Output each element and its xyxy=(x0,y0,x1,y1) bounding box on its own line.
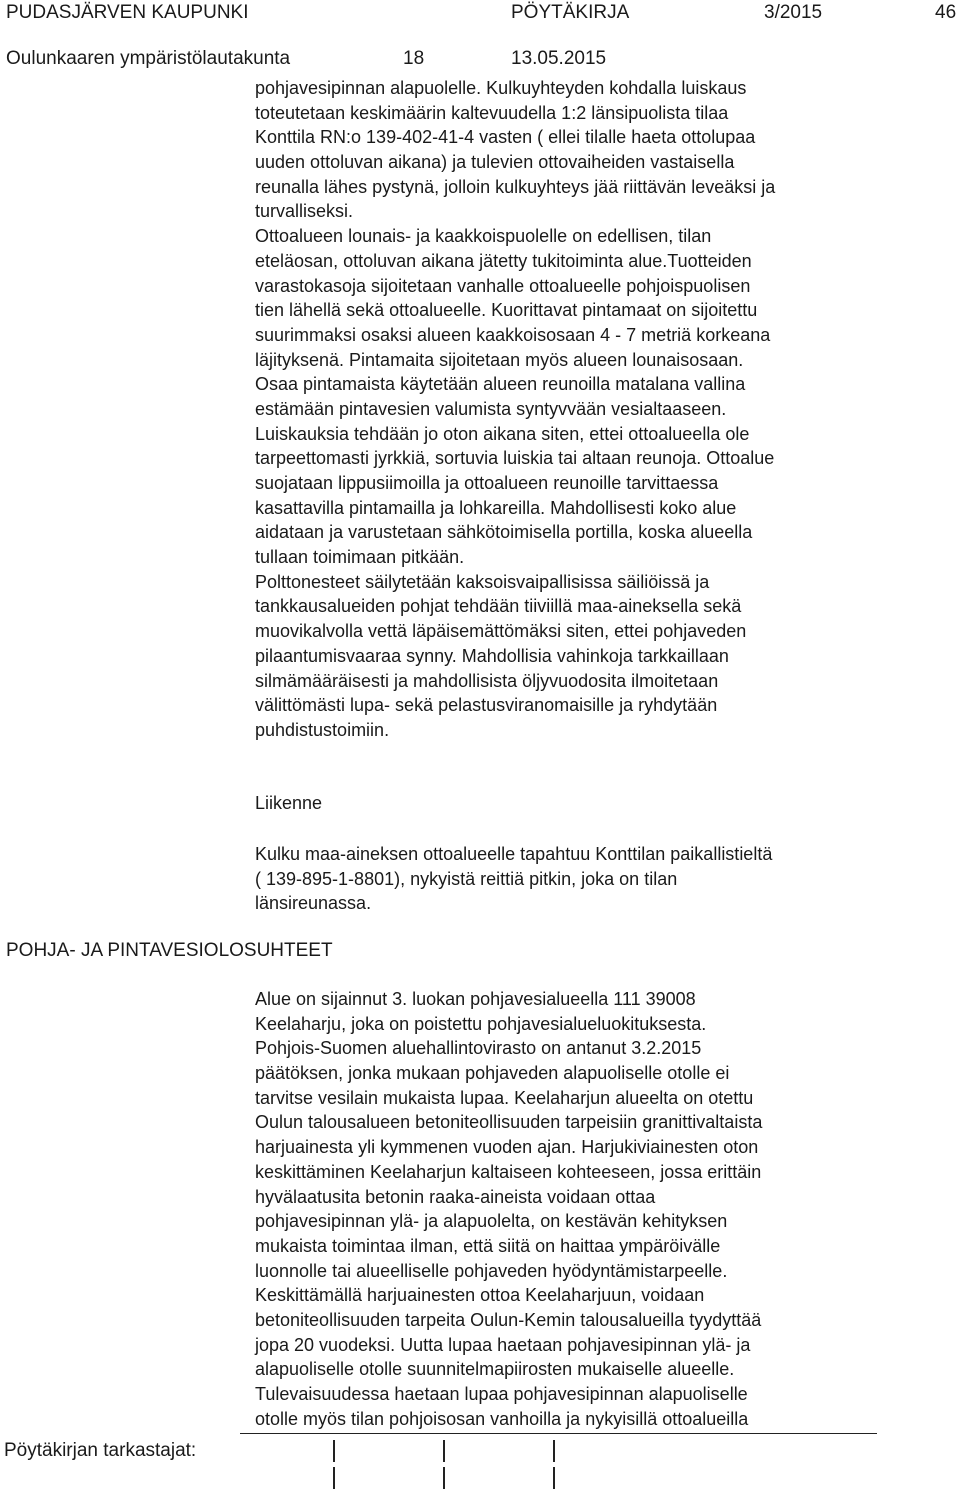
text-line: Pohjois-Suomen aluehallintovirasto on antanut 3.2.2015 xyxy=(255,1038,702,1059)
text-line: läjityksenä. Pintamaita sijoitetaan myös alueen lounaisosaan. xyxy=(255,349,744,370)
vesiolosuhteet-paragraph xyxy=(255,987,945,1431)
section-side-heading: POHJA- JA PINTAVESIOLOSUHTEET xyxy=(6,940,333,961)
text-line: tankkausalueiden pohjat tehdään tiiviillä maa-aineksella sekä xyxy=(255,596,742,617)
text-line: aidataan ja varustetaan sähkötoimisella portilla, koska alueella xyxy=(255,522,753,543)
text-line: Keelaharju, joka on poistettu pohjavesialueluokituksesta. xyxy=(255,1013,707,1034)
liikenne-heading xyxy=(255,791,945,816)
text-line: varastokasoja sijoitetaan vanhalle ottoalueelle pohjoispuolisen xyxy=(255,275,751,296)
doc-number: 3/2015 xyxy=(764,2,823,23)
text-line: Luiskauksia tehdään jo oton aikana siten, ettei ottoalueella ole xyxy=(255,423,750,444)
text-line: Tulevaisuudessa haetaan lupaa pohjavesipinnan alapuoliselle xyxy=(255,1384,748,1404)
text-line: pohjavesipinnan ylä- ja alapuolelta, on kestävän kehityksen xyxy=(255,1211,728,1232)
footer-divider xyxy=(240,1433,877,1434)
text-line: toteutetaan keskimäärin kaltevuudella 1:2 länsipuolista tilaa xyxy=(255,102,729,123)
footer-label: Pöytäkirjan tarkastajat: xyxy=(4,1440,197,1461)
signature-separator xyxy=(553,1440,555,1462)
text-line: länsireunassa. xyxy=(255,893,372,914)
text-line: turvalliseksi. xyxy=(255,201,354,222)
text-line: puhdistustoimiin. xyxy=(255,719,390,740)
text-line: keskittäminen Keelaharjun kaltaiseen kohteeseen, jossa erittäin xyxy=(255,1161,762,1182)
text-line: silmämääräisesti ja mahdollisista öljyvuodosita ilmoitetaan xyxy=(255,670,719,691)
text-line: uuden ottoluvan aikana) ja tulevien ottovaiheiden vastaisella xyxy=(255,152,735,173)
text-line: harjuainesta yli kymmenen vuoden ajan. Harjukiviainesten oton xyxy=(255,1137,759,1158)
section-number: 18 xyxy=(403,48,425,69)
org-name: PUDASJÄRVEN KAUPUNKI xyxy=(6,2,249,23)
text-line: Ottoalueen lounais- ja kaakkoispuolelle on edellisen, tilan xyxy=(255,226,712,247)
board-name: Oulunkaaren ympäristölautakunta xyxy=(6,48,291,69)
text-line: ( 139-895-1-8801), nykyistä reittiä pitkin, joka on tilan xyxy=(255,868,678,889)
text-line: pohjavesipinnan alapuolelle. Kulkuyhteyden kohdalla luiskaus xyxy=(255,78,747,98)
signature-separator xyxy=(443,1440,445,1462)
text-line: luonnolle tai alueelliselle pohjaveden hyödyntämistarpeelle. xyxy=(255,1260,728,1281)
text-line: pilaantumisvaaraa synny. Mahdollisia vahinkoja tarkkaillaan xyxy=(255,645,729,666)
text-line: tien lähellä sekä ottoalueelle. Kuorittavat pintamaat on sijoitettu xyxy=(255,300,758,321)
text-line: Alue on sijainnut 3. luokan pohjavesialueella 111 39008 xyxy=(255,989,696,1009)
text-line: estämään pintavesien valumista syntyvvään vesialtaaseen. xyxy=(255,398,727,419)
text-line: tullaan toimimaan pitkään. xyxy=(255,547,465,568)
text-line: hyvälaatusita betonin raaka-aineista voidaan ottaa xyxy=(255,1186,656,1207)
signature-separator xyxy=(443,1467,445,1489)
text-line: betoniteollisuuden tarpeita Oulun-Kemin talousalueilla tyydyttää xyxy=(255,1309,762,1330)
text-line: Kulku maa-aineksen ottoalueelle tapahtuu Konttilan paikallistieltä xyxy=(255,844,773,864)
text-line: päätöksen, jonka mukaan pohjaveden alapuoliselle otolle ei xyxy=(255,1063,730,1084)
signature-separator xyxy=(553,1467,555,1489)
meeting-date: 13.05.2015 xyxy=(511,48,607,69)
doc-type: PÖYTÄKIRJA xyxy=(511,2,630,23)
text-line: tarpeettomasti jyrkkiä, sortuvia luiskia tai altaan reunoja. Ottoalue xyxy=(255,448,775,469)
page-number: 46 xyxy=(935,2,957,23)
liikenne-paragraph xyxy=(255,842,945,916)
text-line: otolle myös tilan pohjoisosan vanhoilla ja nykyisillä ottoalueilla xyxy=(255,1408,749,1429)
text-line: eteläosan, ottoluvan aikana jätetty tukitoiminta alue.Tuotteiden xyxy=(255,250,752,271)
text-line: tarvitse vesilain mukaista lupaa. Keelaharjun alueelta on otettu xyxy=(255,1087,754,1108)
text-line: Osaa pintamaista käytetään alueen reunoilla matalana vallina xyxy=(255,374,746,395)
text-line: alapuoliselle otolle suunnitelmapiirosten mukaiselle alueelle. xyxy=(255,1359,735,1380)
text-line: jopa 20 vuodeksi. Uutta lupaa haetaan pohjavesipinnan ylä- ja xyxy=(255,1334,751,1355)
text-line: välittömästi lupa- sekä pelastusviranomaisille ja ryhdytään xyxy=(255,695,718,716)
text-line: suurimmaksi osaksi alueen kaakkoisosaan 4 - 7 metriä korkeana xyxy=(255,324,771,345)
text-line: Polttonesteet säilytetään kaksoisvaipallisissa säiliöissä ja xyxy=(255,571,710,592)
text-line: Oulun talousalueen betoniteollisuuden tarpeisiin granittivaltaista xyxy=(255,1112,763,1133)
text-line: mukaista toimintaa ilman, että siitä on haittaa ympäröivälle xyxy=(255,1235,721,1256)
text-line: kasattavilla pintamailla ja lohkareilla. Mahdollisesti koko alue xyxy=(255,497,737,518)
text-line: suojataan lippusiimoilla ja ottoalueen reunoille tarvittaessa xyxy=(255,473,719,493)
text-line: reunalla lähes pystynä, jolloin kulkuyhteys jää riittävän leveäksi ja xyxy=(255,176,776,197)
text-line: Keskittämällä harjuainesten ottoa Keelaharjuun, voidaan xyxy=(255,1285,705,1306)
signature-separator xyxy=(333,1440,335,1462)
paragraph-main xyxy=(255,76,945,743)
signature-separator xyxy=(333,1467,335,1489)
section-heading: Liikenne xyxy=(255,793,323,813)
text-line: muovikalvolla vettä läpäisemättömäksi siten, ettei pohjaveden xyxy=(255,621,747,642)
text-line: Konttila RN:o 139-402-41-4 vasten ( ellei tilalle haeta ottolupaa xyxy=(255,127,756,148)
